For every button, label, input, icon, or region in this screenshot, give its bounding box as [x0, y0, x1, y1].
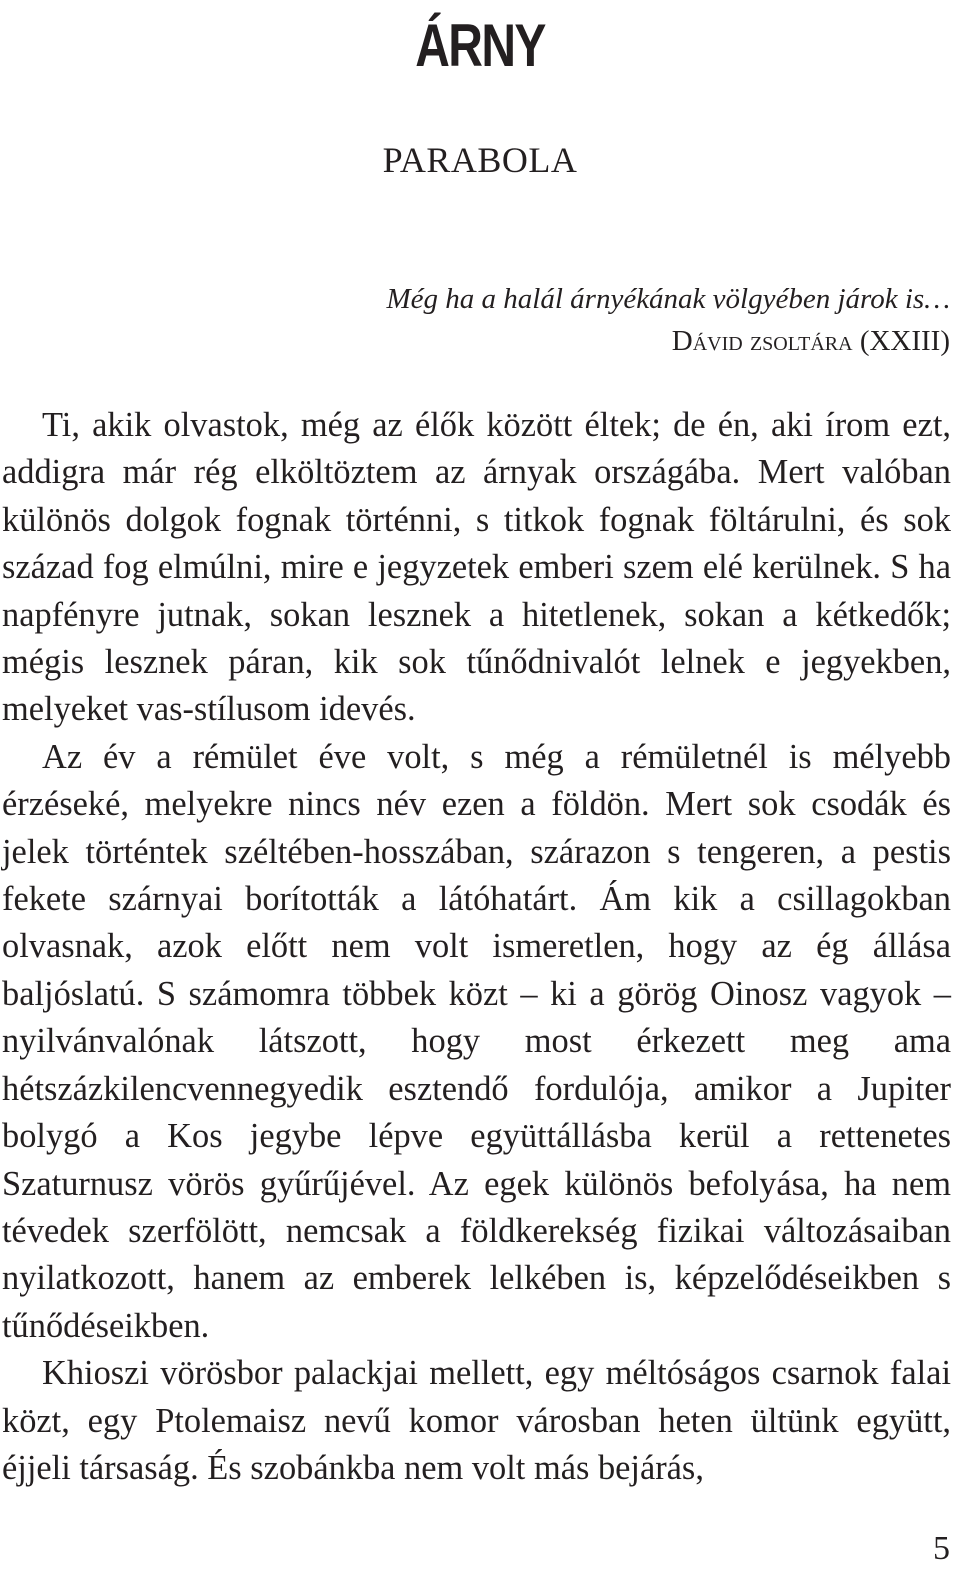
page-number: 5: [933, 1530, 950, 1567]
chapter-subtitle: PARABOLA: [382, 140, 578, 180]
paragraph: Khioszi vörösbor palackjai mellett, egy méltóságos csarnok falai közt, egy Ptolemaisz nevű komor városban heten ültünk együtt, éjjeli társaság. És szobánkba nem volt más bejárás,: [2, 1354, 951, 1487]
paragraph: Az év a rémület éve volt, s még a rémületnél is mélyebb érzéseké, melyekre nincs név ezen a földön. Mert sok csodák és jelek történtek széltében-hosszában, szárazon s tengeren, a pestis fekete szárnyai borították a látóhatárt. Ám kik a csillagokban olvasnak, azok előtt nem volt ismeretlen, hogy az ég állása baljóslatú. S számomra többek közt – ki a görög Oinosz vagyok – nyilvánvalónak látszott, hogy most érkezett meg ama hétszázkilencvennegyedik esztendő fordulója, amikor a Jupiter bolygó a Kos jegybe lépve együttállásba kerül a rettenetes Szaturnusz vörös gyűrűjével. Az egek különös befolyása, ha nem tévedek szerfölött, nemcsak a földkerekség fizikai változásaiban nyilatkozott, hanem az emberek lelkében is, képzelődéseikben s tűnődéseikben.: [2, 737, 951, 1345]
epigraph-text: Még ha a halál árnyékának völgyében járok is…: [386, 283, 950, 315]
chapter-title: ÁRNY: [415, 12, 545, 79]
paragraph: Ti, akik olvastok, még az élők között éltek; de én, aki írom ezt, addigra már rég elköltöztem az árnyak országába. Mert valóban különös dolgok fognak történni, s titkok fognak föltárulni, és sok század fog elmúlni, mire e jegyzetek emberi szem elé kerülnek. S ha napfényre jutnak, sokan lesznek a hitetlenek, sokan a kétkedők; mégis lesznek páran, kik sok tűnődnivalót lelnek e jegyekben, melyeket vas-stílusom idevés.: [2, 406, 951, 729]
body-text: [2, 402, 951, 1492]
epigraph-source: Dávid zsoltára (XXIII): [671, 325, 950, 357]
epigraph: [387, 278, 950, 362]
